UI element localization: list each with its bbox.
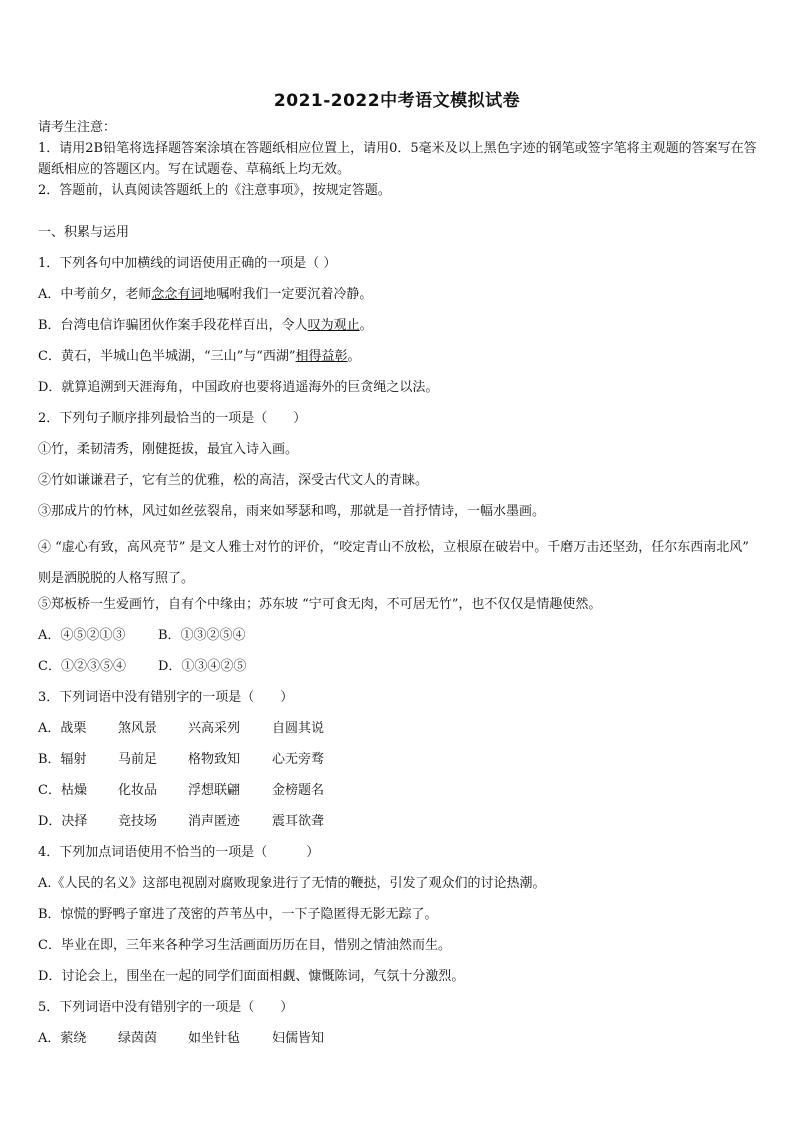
q2-stem: 2．下列句子顺序排列最恰当的一项是（ ）	[38, 411, 307, 426]
q2-option-d: D．①③④②⑤	[158, 659, 247, 674]
notice-block	[38, 117, 760, 201]
q2-sentence-5: ⑤郑板桥一生爱画竹，自有个中缘由；苏东坡 “宁可食无肉，不可居无竹”，也不仅仅是情趣使然。	[38, 597, 602, 612]
q2-sentence-3: ③那成片的竹林，风过如丝弦裂帛，雨来如琴瑟和鸣，那就是一首抒情诗，一幅水墨画。	[38, 504, 546, 519]
q4-stem: 4．下列加点词语使用不恰当的一项是（ ）	[38, 845, 320, 860]
q2-sentence-2: ②竹如谦谦君子，它有兰的优雅，松的高洁，深受古代文人的青睐。	[38, 473, 429, 488]
exam-body	[38, 222, 760, 1059]
q4-option-a: A.《人民的名义》这部电视剧对腐败现象进行了无情的鞭挞，引发了观众们的讨论热潮。	[38, 876, 546, 891]
q1-a-underlined: 念念有词	[151, 287, 204, 302]
q2-sentence-4: ④ “虚心有致，高风亮节” 是文人雅士对竹的评价，“咬定青山不放松，立根原在破岩中。千磨万击还坚劲，任尔东西南北风” 则是洒脱脱的人格写照了。	[38, 540, 749, 586]
q2-option-b: B．①③②⑤④	[158, 628, 246, 643]
q1-option-b: B．台湾电信诈骗团伙作案手段花样百出，令人叹为观止。	[38, 318, 373, 333]
q3-option-b: B．辐射 马前足 格物致知 心无旁骛	[38, 752, 325, 767]
q1-b-underlined: 叹为观止	[307, 318, 360, 333]
section-heading: 一、积累与运用	[38, 225, 130, 240]
notice-item-1: 1．请用2B铅笔将选择题答案涂填在答题纸相应位置上，请用0．5毫米及以上黑色字迹的钢笔或签字笔将主观题的答案写在答题纸相应的答题区内。写在试题卷、草稿纸上均无效。	[38, 141, 757, 177]
q1-c-underlined: 相得益彰	[295, 349, 348, 364]
q1-option-a: A．中考前夕，老师念念有词地嘱咐我们一定要沉着冷静。	[38, 287, 373, 302]
q5-option-a: A．萦绕 绿茵茵 如坐针毡 妇儒皆知	[38, 1031, 325, 1046]
q3-option-d: D．决择 竞技场 消声匿迹 震耳欲聋	[38, 814, 325, 829]
q4-option-b: B．惊慌的野鸭子窜进了茂密的芦苇丛中，一下子隐匿得无影无踪了。	[38, 907, 438, 922]
q4-option-d: D．讨论会上，围坐在一起的同学们面面相觑、慷慨陈词，气氛十分激烈。	[38, 969, 465, 984]
q2-options-ab	[38, 625, 760, 656]
q1-option-c: C．黄石，半城山色半城湖，“三山”与“西湖”相得益彰。	[38, 349, 361, 364]
q1-option-d: D．就算追溯到天涯海角，中国政府也要将逍遥海外的巨贪绳之以法。	[38, 380, 439, 395]
q4-option-c: C．毕业在即，三年来各种学习生活画面历历在目，惜别之情油然而生。	[38, 938, 451, 953]
q2-options-cd	[38, 656, 760, 687]
q1-stem: 1．下列各句中加横线的词语使用正确的一项是（ ）	[38, 256, 337, 271]
q2-option-c: C．①②③⑤④	[38, 659, 126, 674]
q3-option-c: C．枯燥 化妆品 浮想联翩 金榜题名	[38, 783, 325, 798]
notice-heading: 请考生注意：	[38, 120, 117, 135]
q5-stem: 5．下列词语中没有错别字的一项是（ ）	[38, 1000, 294, 1015]
q2-option-a: A．④⑤②①③	[38, 628, 126, 643]
q3-option-a: A．战栗 煞风景 兴高采列 自圆其说	[38, 721, 325, 736]
exam-title: 2021-2022中考语文模拟试卷	[273, 91, 521, 111]
q3-stem: 3．下列词语中没有错别字的一项是（ ）	[38, 690, 294, 705]
q2-sentence-1: ①竹，柔韧清秀，刚健挺拔，最宜入诗入画。	[38, 442, 299, 457]
notice-item-2: 2．答题前，认真阅读答题纸上的《注意事项》，按规定答题。	[38, 183, 391, 198]
